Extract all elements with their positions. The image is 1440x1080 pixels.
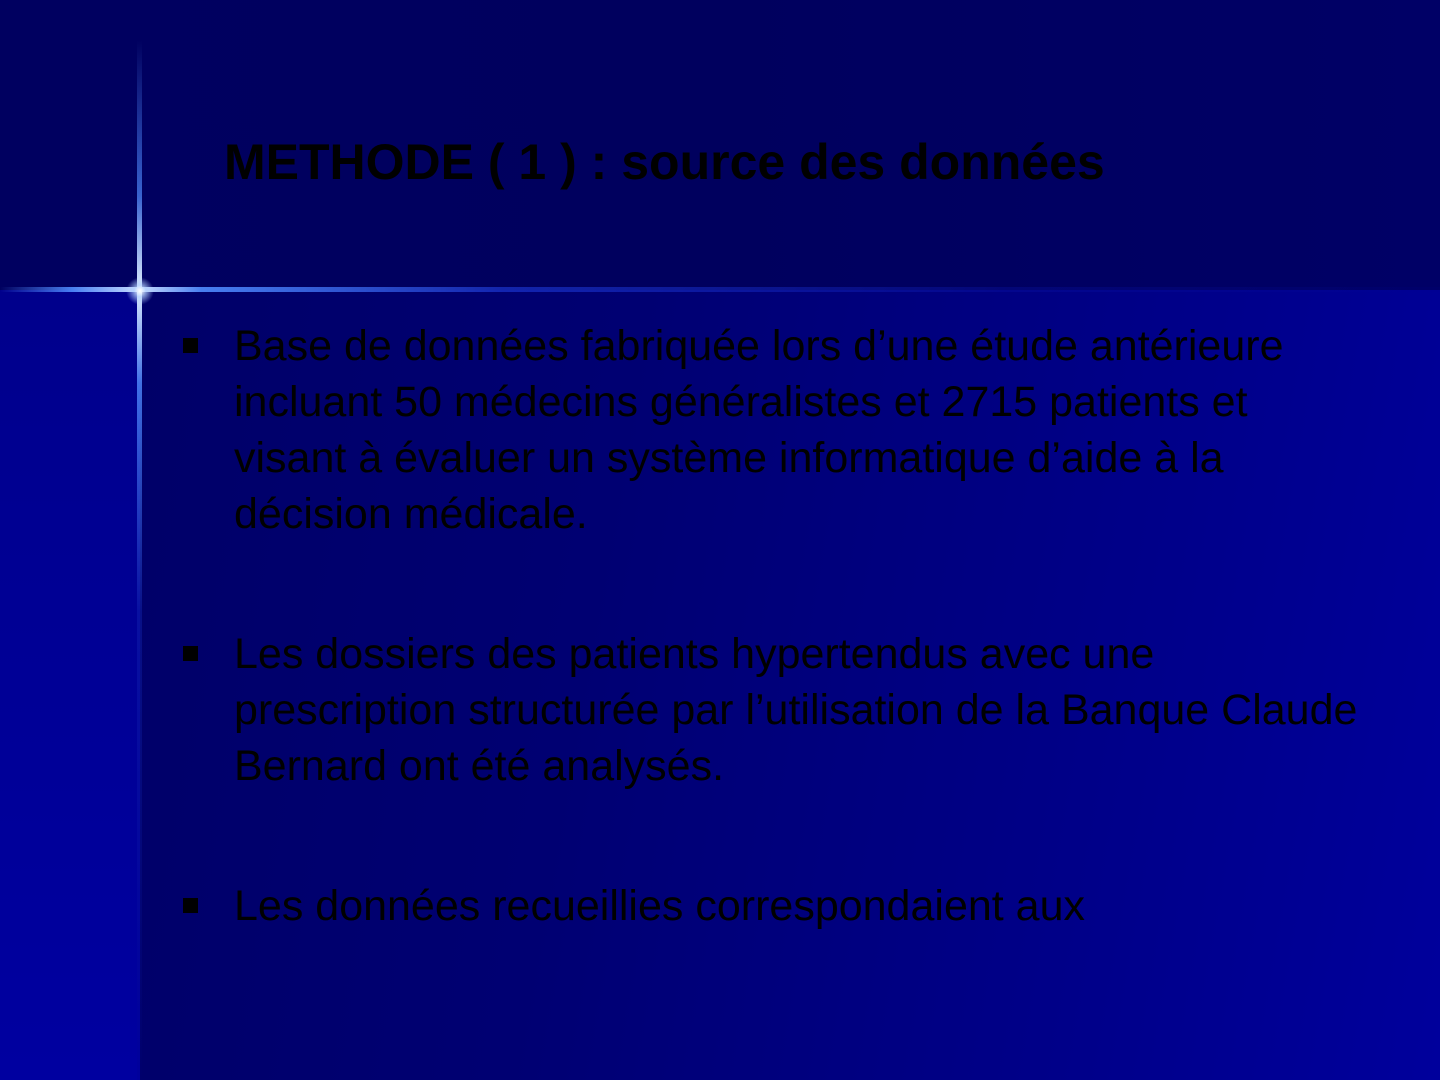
bullet-list <box>180 318 1360 934</box>
square-bullet-icon <box>183 338 198 353</box>
bullet-text: Les données recueillies correspondaient aux <box>234 882 1085 930</box>
slide-title: METHODE ( 1 ) : source des données <box>224 134 1105 190</box>
bullet-text: Les dossiers des patients hypertendus avec une prescription structurée par l’utilisation de la Banque Claude Bernard ont été analysés. <box>234 630 1358 790</box>
star-flare-icon <box>126 277 154 305</box>
bullet-item <box>180 318 1360 542</box>
bullet-text: Base de données fabriquée lors d’une étude antérieure incluant 50 médecins généralistes et 2715 patients et visant à évaluer un système informatique d’aide à la décision médicale. <box>234 322 1284 538</box>
horizontal-glow-line <box>0 287 1440 292</box>
square-bullet-icon <box>183 646 198 661</box>
square-bullet-icon <box>183 898 198 913</box>
vertical-glow-line <box>137 40 142 1080</box>
left-panel <box>0 290 140 1080</box>
bullet-item <box>180 626 1360 794</box>
bullet-item <box>180 878 1360 934</box>
